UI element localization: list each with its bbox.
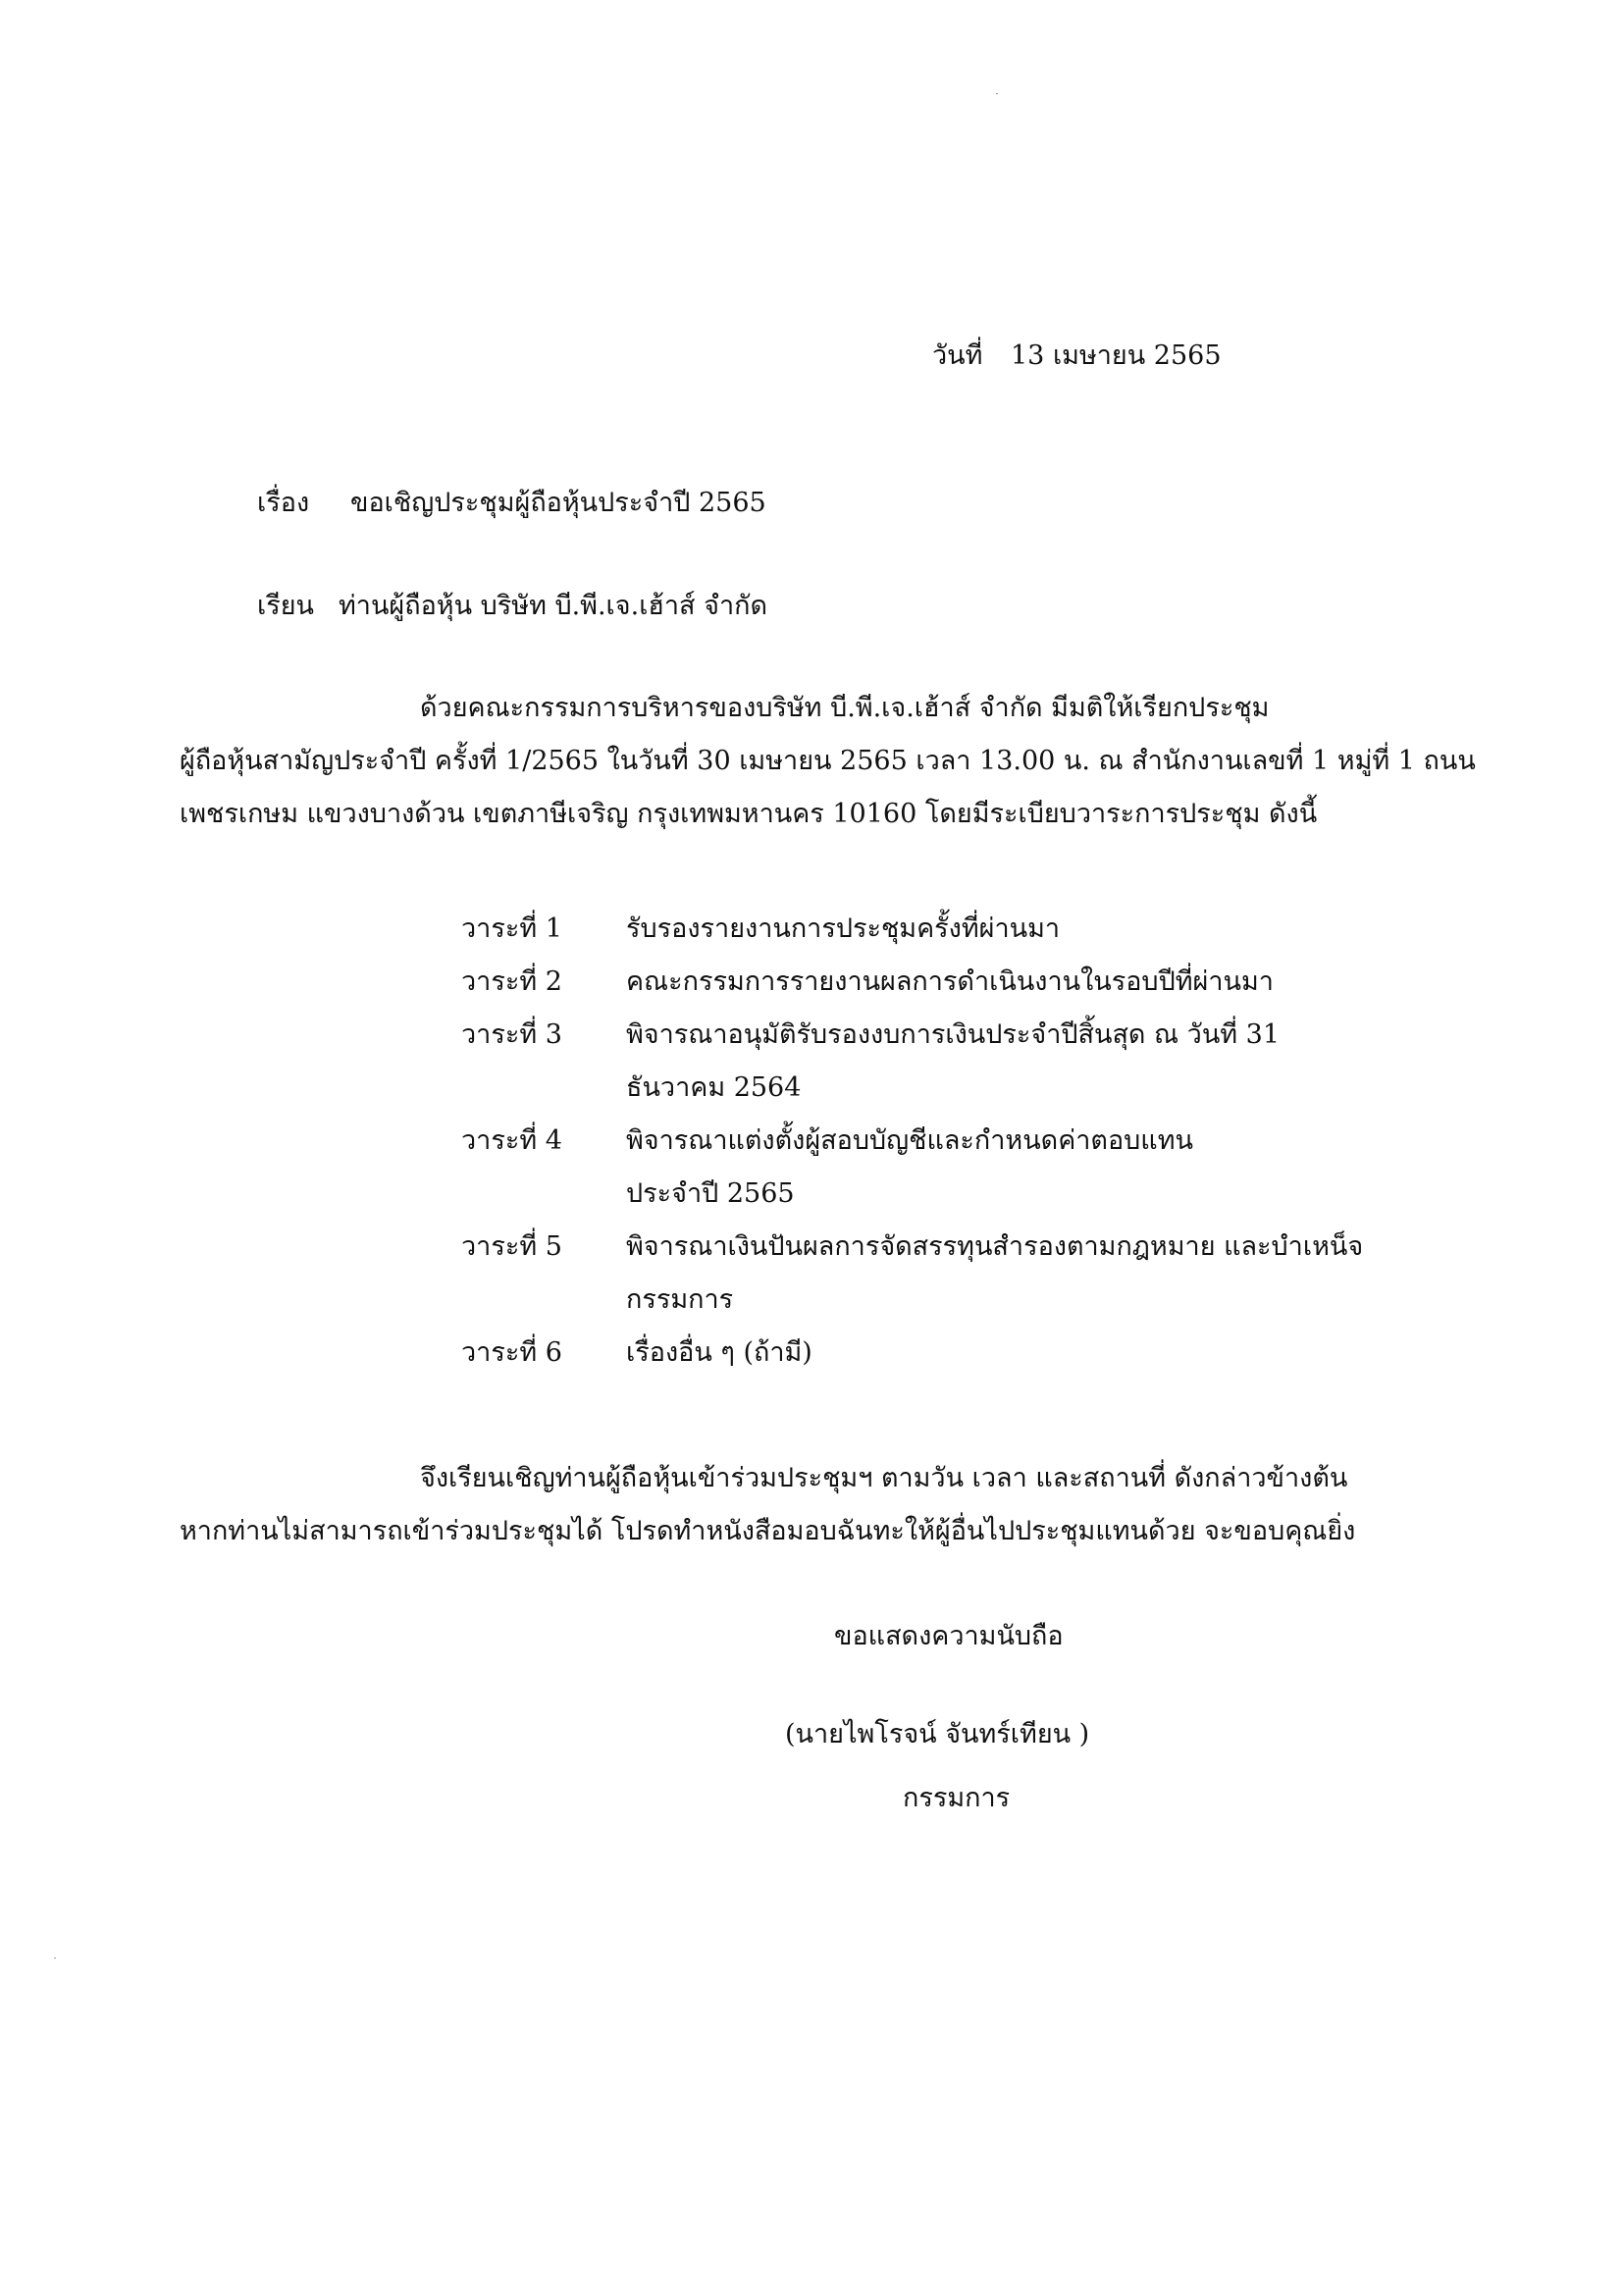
agenda-number: วาระที่ 5 <box>461 1231 562 1262</box>
agenda-text: คณะกรรมการรายงานผลการดำเนินงานในรอบปีที่ผ่านมา <box>626 966 1274 997</box>
subject-label: เรื่อง <box>257 488 310 518</box>
agenda-text: กรรมการ <box>626 1284 734 1315</box>
closing-salutation: ขอแสดงความนับถือ <box>834 1621 1064 1651</box>
recipient-value: ท่านผู้ถือหุ้น บริษัท บี.พี.เจ.เฮ้าส์ จำกัด <box>339 591 767 621</box>
agenda-item <box>461 1009 1442 1115</box>
scan-speck <box>54 1957 56 1958</box>
agenda-item <box>461 1115 1442 1221</box>
subject-value: ขอเชิญประชุมผู้ถือหุ้นประจำปี 2565 <box>350 488 766 518</box>
intro-line: ผู้ถือหุ้นสามัญประจำปี ครั้งที่ 1/2565 ในวันที่ 30 เมษายน 2565 เวลา 13.00 น. ณ สำนักงานเลขที่ 1 หมู่ที่ 1 ถนน <box>180 746 1476 776</box>
agenda-text: รับรองรายงานการประชุมครั้งที่ผ่านมา <box>626 913 1061 944</box>
agenda-text: พิจารณาเงินปันผลการจัดสรรทุนสำรองตามกฎหมาย และบำเหน็จ <box>626 1231 1364 1262</box>
date-value: 13 เมษายน 2565 <box>1011 340 1222 371</box>
invitation-line: หากท่านไม่สามารถเข้าร่วมประชุมได้ โปรดทำหนังสือมอบฉันทะให้ผู้อื่นไปประชุมแทนด้วย จะขอบคุณยิ่ง <box>180 1516 1356 1546</box>
agenda-list <box>461 903 1442 1380</box>
agenda-number: วาระที่ 3 <box>461 1019 562 1050</box>
agenda-text: พิจารณาแต่งตั้งผู้สอบบัญชีและกำหนดค่าตอบแทน <box>626 1125 1193 1156</box>
recipient-label: เรียน <box>257 591 315 621</box>
agenda-text: พิจารณาอนุมัติรับรองงบการเงินประจำปีสิ้นสุด ณ วันที่ 31 <box>626 1019 1281 1050</box>
agenda-item <box>461 956 1442 1009</box>
agenda-number: วาระที่ 4 <box>461 1125 562 1156</box>
intro-paragraph <box>180 682 1476 841</box>
invitation-line: จึงเรียนเชิญท่านผู้ถือหุ้นเข้าร่วมประชุมฯ ตามวัน เวลา และสถานที่ ดังกล่าวข้างต้น <box>420 1463 1348 1493</box>
signer-position: กรรมการ <box>903 1783 1011 1813</box>
scan-speck <box>996 93 998 94</box>
agenda-item <box>461 1221 1442 1327</box>
intro-line: เพชรเกษม แขวงบางด้วน เขตภาษีเจริญ กรุงเทพมหานคร 10160 โดยมีระเบียบวาระการประชุม ดังนี้ <box>180 799 1318 829</box>
agenda-item <box>461 1327 1442 1380</box>
signer-name: (นายไพโรจน์ จันทร์เทียน ) <box>785 1719 1090 1749</box>
date-label: วันที่ <box>932 340 983 371</box>
agenda-text: ประจำปี 2565 <box>626 1178 795 1209</box>
agenda-text: เรื่องอื่น ๆ (ถ้ามี) <box>626 1337 812 1368</box>
agenda-item <box>461 903 1442 956</box>
invitation-paragraph <box>180 1452 1455 1558</box>
intro-line: ด้วยคณะกรรมการบริหารของบริษัท บี.พี.เจ.เฮ้าส์ จำกัด มีมติให้เรียกประชุม <box>420 693 1270 723</box>
agenda-text: ธันวาคม 2564 <box>626 1072 802 1103</box>
agenda-number: วาระที่ 2 <box>461 966 562 997</box>
agenda-number: วาระที่ 1 <box>461 913 562 944</box>
agenda-number: วาระที่ 6 <box>461 1337 562 1368</box>
